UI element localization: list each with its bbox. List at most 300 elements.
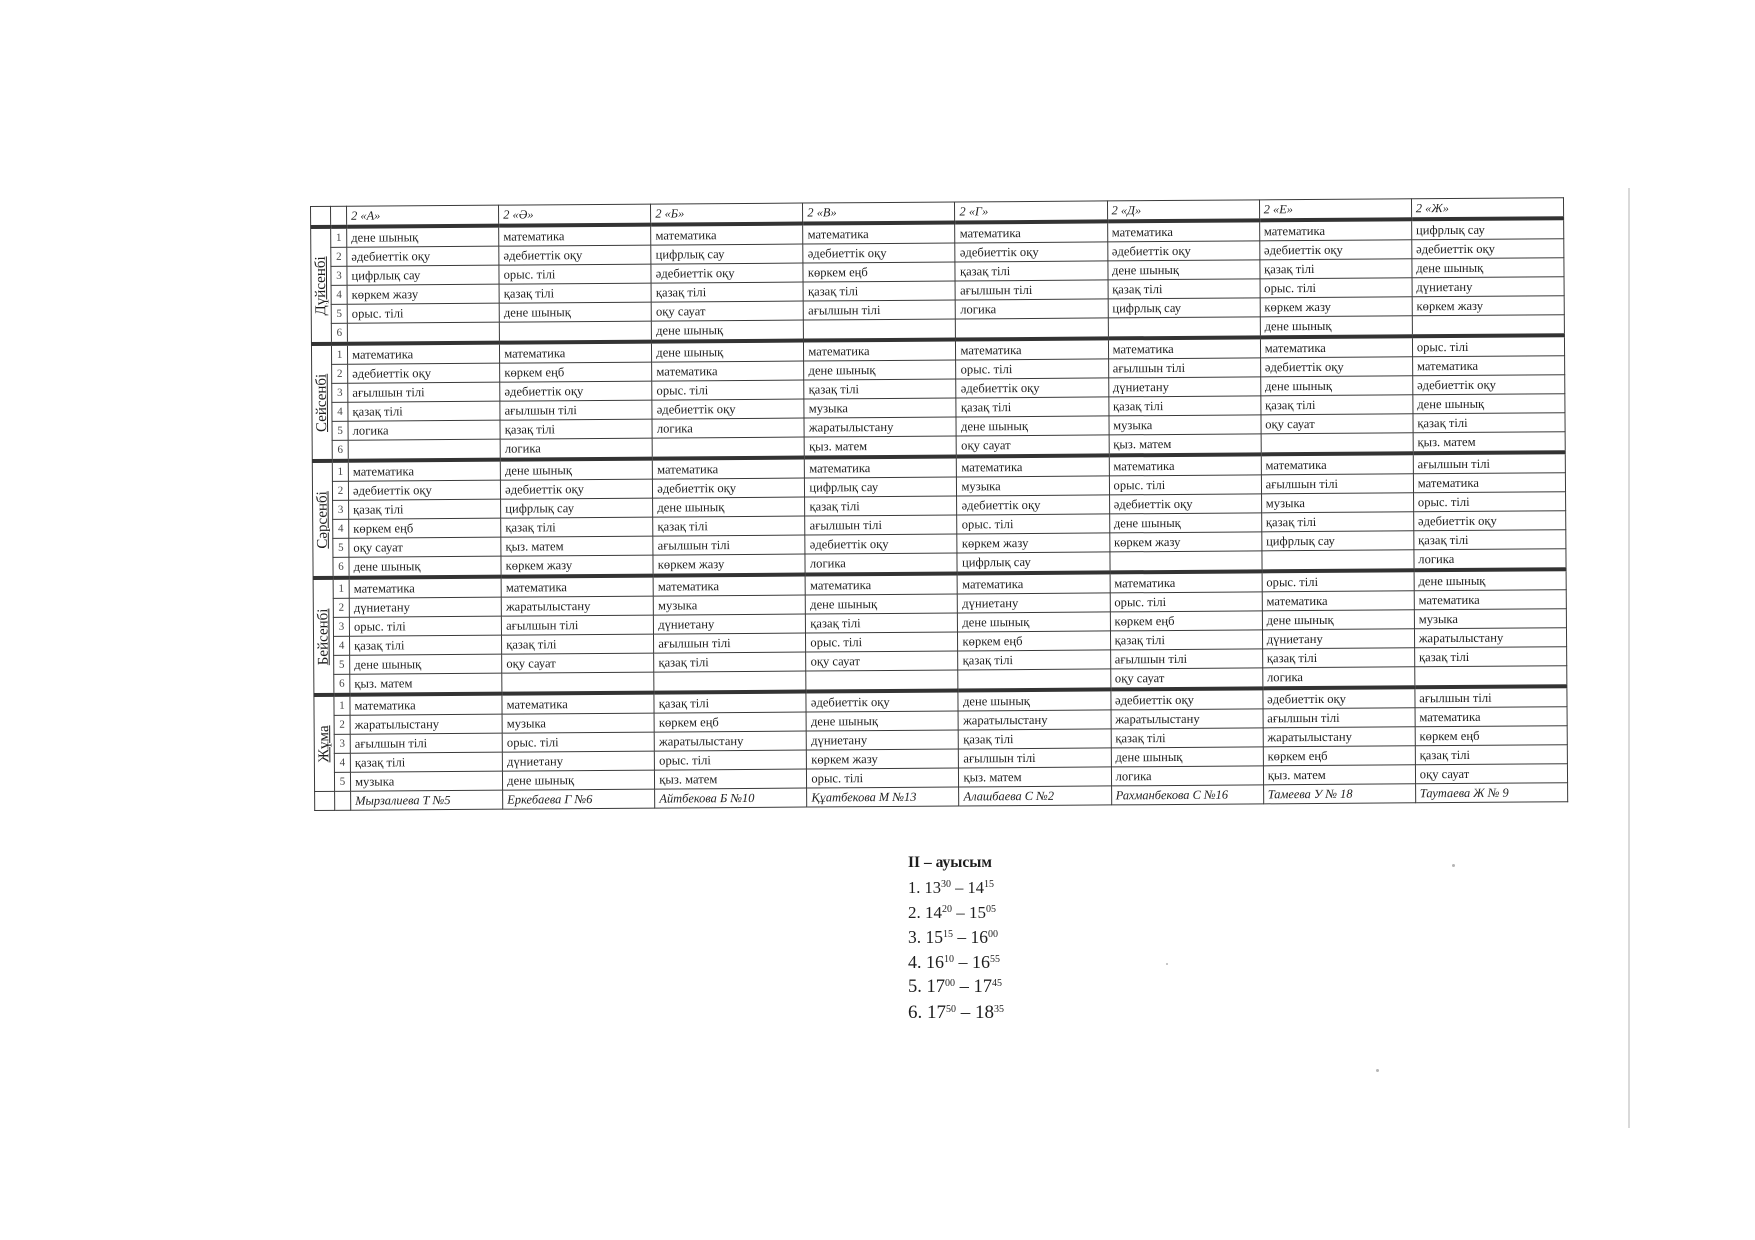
subject-cell: дене шынық	[804, 360, 956, 380]
subject-cell: қазақ тілі	[1108, 279, 1260, 299]
subject-cell: әдебиеттік оқу	[956, 378, 1108, 398]
day-label: Жұма	[315, 725, 332, 763]
subject-cell: ағылшын тілі	[1415, 686, 1567, 708]
subject-cell	[1415, 666, 1567, 688]
subject-cell: оқу сауат	[957, 435, 1109, 457]
subject-cell: қазақ тілі	[1261, 512, 1413, 532]
subject-cell: дене шынық	[653, 497, 805, 517]
end-minute: 15	[984, 879, 994, 890]
subject-cell: қазақ тілі	[806, 613, 958, 633]
time-slot: 3. $15^{15} - 16^{00}$	[908, 927, 998, 947]
end-hour: 16	[970, 927, 988, 947]
day-label-cell	[313, 578, 334, 695]
end-minute: 35	[994, 1004, 1004, 1015]
lesson-number: 4	[332, 402, 348, 421]
start-hour: 15	[925, 927, 943, 947]
subject-cell: орыс. тілі	[349, 616, 501, 636]
subject-cell: орыс. тілі	[957, 514, 1109, 534]
subject-cell	[1109, 551, 1261, 573]
subject-cell: математика	[500, 342, 652, 364]
class-header: 2 «Ә»	[499, 204, 651, 226]
lesson-number: 1	[334, 695, 350, 716]
shift-title: II – ауысым	[908, 854, 992, 871]
subject-cell: қазақ тілі	[959, 729, 1111, 749]
subject-cell	[1108, 317, 1260, 339]
subject-cell: дене шынық	[1413, 394, 1565, 414]
subject-cell: қыз. матем	[959, 767, 1111, 787]
subject-cell: математика	[1262, 591, 1414, 611]
teacher-name: Мырзалиева Т №5	[351, 790, 503, 810]
subject-cell: қазақ тілі	[958, 650, 1110, 670]
subject-cell: қазақ тілі	[804, 379, 956, 399]
schedule-body	[311, 198, 1568, 811]
subject-cell	[652, 437, 804, 459]
subject-cell: музыка	[804, 398, 956, 418]
subject-cell: әдебиеттік оқу	[651, 263, 803, 283]
subject-cell: ағылшын тілі	[500, 400, 652, 420]
end-hour: 16	[972, 952, 990, 972]
scan-speck	[1166, 963, 1168, 965]
subject-cell	[347, 322, 499, 344]
teacher-name: Еркебаева Г №6	[503, 789, 655, 809]
subject-cell: логика	[652, 418, 804, 438]
subject-cell: ағылшын тілі	[804, 300, 956, 320]
subject-cell	[348, 439, 500, 461]
subject-cell: ағылшын тілі	[1261, 474, 1413, 494]
subject-cell: математика	[955, 221, 1107, 243]
subject-cell: әдебиеттік оқу	[652, 399, 804, 419]
subject-cell: қыз. матем	[350, 673, 502, 695]
subject-cell: дене шынық	[958, 689, 1110, 711]
empty-cell	[335, 791, 351, 810]
subject-cell: әдебиеттік оқу	[1259, 240, 1411, 260]
lesson-number: 4	[331, 285, 347, 304]
subject-cell: әдебиеттік оқу	[348, 480, 500, 500]
subject-cell: әдебиеттік оқу	[1109, 494, 1261, 514]
teacher-name: Айтбекова Б №10	[655, 788, 807, 808]
subject-cell: қазақ тілі	[955, 261, 1107, 281]
lesson-number: 3	[334, 734, 350, 753]
day-label-cell	[311, 344, 332, 461]
subject-cell: әдебиеттік оқу	[1260, 357, 1412, 377]
subject-cell: математика	[502, 693, 654, 715]
subject-cell: қазақ тілі	[499, 283, 651, 303]
lesson-number: 2	[332, 481, 348, 500]
subject-cell: дүниетану	[654, 614, 806, 634]
subject-cell: орыс. тілі	[1262, 570, 1414, 592]
subject-cell: әдебиеттік оқу	[500, 381, 652, 401]
subject-cell: ағылшын тілі	[1413, 452, 1565, 474]
start-hour: 13	[924, 878, 941, 897]
subject-cell: математика	[805, 573, 957, 595]
subject-cell: қазақ тілі	[803, 281, 955, 301]
subject-cell: дене шынық	[956, 416, 1108, 436]
subject-cell: әдебиеттік оқу	[348, 363, 500, 383]
subject-cell: дене шынық	[1109, 513, 1261, 533]
subject-cell: қазақ тілі	[1415, 745, 1567, 765]
bell-schedule	[908, 850, 1068, 1025]
subject-cell: жаратылыстану	[350, 714, 502, 734]
subject-cell: дене шынық	[500, 459, 652, 481]
end-hour: 14	[967, 878, 984, 897]
subject-cell: цифрлық сау	[347, 265, 499, 285]
subject-cell: дене шынық	[349, 556, 501, 578]
subject-cell: көркем жазу	[957, 533, 1109, 553]
subject-cell: оқу сауат	[1110, 668, 1262, 690]
subject-cell: дене шынық	[503, 770, 655, 790]
subject-cell: математика	[804, 339, 956, 361]
subject-cell: музыка	[1414, 609, 1566, 629]
subject-cell: ағылшын тілі	[1110, 649, 1262, 669]
subject-cell: орыс. тілі	[956, 359, 1108, 379]
subject-cell: математика	[1108, 337, 1260, 359]
subject-cell: математика	[347, 343, 499, 365]
day-label: Бейсенбі	[314, 608, 332, 665]
subject-cell: көркем жазу	[653, 554, 805, 576]
subject-cell: қыз. матем	[804, 436, 956, 458]
subject-cell: қазақ тілі	[348, 401, 500, 421]
teacher-name: Рахманбекова С №16	[1111, 785, 1263, 805]
subject-cell: орыс. тілі	[502, 732, 654, 752]
subject-cell: логика	[1262, 667, 1414, 689]
subject-cell: математика	[1109, 454, 1261, 476]
start-hour: 17	[927, 1002, 946, 1023]
subject-cell: дене шынық	[1414, 569, 1566, 591]
subject-cell: ағылшын тілі	[955, 280, 1107, 300]
subject-cell: әдебиеттік оқу	[1412, 375, 1564, 395]
subject-cell: дүниетану	[1262, 629, 1414, 649]
schedule-table	[310, 197, 1568, 811]
subject-cell: логика	[348, 420, 500, 440]
subject-cell: математика	[652, 361, 804, 381]
teacher-name: Тамеева У № 18	[1263, 784, 1415, 804]
subject-cell: қазақ тілі	[349, 499, 501, 519]
subject-cell: музыка	[957, 476, 1109, 496]
lesson-number: 4	[334, 753, 350, 772]
subject-cell: логика	[956, 299, 1108, 319]
subject-cell: қазақ тілі	[651, 282, 803, 302]
subject-cell: дүниетану	[958, 593, 1110, 613]
subject-cell: әдебиеттік оқу	[499, 245, 651, 265]
end-hour: 15	[969, 903, 986, 922]
subject-cell: көркем еңб	[803, 262, 955, 282]
end-hour: 18	[975, 1002, 994, 1023]
scan-edge-line	[1628, 188, 1630, 1128]
lesson-number: 2	[334, 715, 350, 734]
subject-cell: цифрлық сау	[1108, 298, 1260, 318]
subject-cell	[1262, 550, 1414, 572]
subject-cell: дене шынық	[806, 711, 958, 731]
subject-cell: қазақ тілі	[653, 516, 805, 536]
subject-cell: қыз. матем	[1109, 434, 1261, 456]
subject-cell: әдебиеттік оқу	[1412, 239, 1564, 259]
time-slot: 1. $13^{30} - 14^{15}$	[908, 878, 994, 897]
subject-cell: қазақ тілі	[654, 692, 806, 714]
subject-cell: дене шынық	[1412, 258, 1564, 278]
class-header: 2 «Ж»	[1411, 198, 1563, 220]
teacher-name: Құатбекова М №13	[807, 787, 959, 807]
subject-cell: қазақ тілі	[501, 517, 653, 537]
slot-number: 2.	[908, 903, 921, 922]
subject-cell: қыз. матем	[1263, 765, 1415, 785]
subject-cell: қазақ тілі	[1111, 728, 1263, 748]
subject-cell: музыка	[653, 595, 805, 615]
subject-cell: қазақ тілі	[502, 634, 654, 654]
subject-cell: математика	[957, 455, 1109, 477]
class-header: 2 «В»	[803, 202, 955, 224]
start-hour: 16	[926, 952, 944, 972]
start-minute: 30	[941, 879, 951, 890]
subject-cell: орыс. тілі	[807, 768, 959, 788]
subject-cell: математика	[1412, 356, 1564, 376]
time-slot: 5. $17^{00} - 17^{45}$	[908, 977, 1002, 997]
slot-number: 6.	[908, 1002, 923, 1023]
subject-cell: математика	[803, 222, 955, 244]
start-minute: 10	[944, 954, 954, 965]
scan-speck	[1376, 1069, 1379, 1072]
start-minute: 50	[946, 1004, 956, 1015]
subject-cell: қазақ тілі	[1260, 259, 1412, 279]
subject-cell	[502, 672, 654, 694]
subject-cell: математика	[653, 575, 805, 597]
subject-cell: ағылшын тілі	[653, 535, 805, 555]
subject-cell: дүниетану	[807, 730, 959, 750]
subject-cell: қыз. матем	[655, 769, 807, 789]
day-label-cell	[311, 227, 332, 344]
slot-number: 4.	[908, 952, 922, 972]
class-header: 2 «Е»	[1259, 199, 1411, 221]
slot-number: 5.	[908, 977, 922, 997]
subject-cell: математика	[958, 572, 1110, 594]
lesson-number: 1	[331, 227, 347, 248]
subject-cell: логика	[1414, 549, 1566, 571]
subject-cell: көркем еңб	[1110, 611, 1262, 631]
teacher-name: Алашбаева С №2	[959, 786, 1111, 806]
subject-cell: математика	[501, 576, 653, 598]
end-hour: 17	[973, 977, 992, 997]
lesson-number: 1	[333, 578, 349, 599]
subject-cell: әдебиеттік оқу	[1263, 687, 1415, 709]
subject-cell	[806, 670, 958, 692]
end-minute: 45	[992, 978, 1002, 989]
subject-cell: қазақ тілі	[1414, 530, 1566, 550]
subject-cell: цифрлық сау	[957, 552, 1109, 574]
subject-cell: қазақ тілі	[1413, 413, 1565, 433]
subject-cell: орыс. тілі	[499, 264, 651, 284]
lesson-number: 3	[333, 617, 349, 636]
subject-cell: дене шынық	[1111, 747, 1263, 767]
subject-cell	[804, 319, 956, 341]
subject-cell: жаратылыстану	[1414, 628, 1566, 648]
subject-cell: дүниетану	[349, 597, 501, 617]
subject-cell: дене шынық	[1260, 376, 1412, 396]
subject-cell: математика	[651, 224, 803, 246]
subject-cell: оқу сауат	[651, 301, 803, 321]
subject-cell	[654, 671, 806, 693]
corner-cell	[331, 206, 347, 227]
subject-cell: математика	[1260, 336, 1412, 358]
lesson-number: 5	[334, 772, 350, 791]
subject-cell: көркем еңб	[958, 631, 1110, 651]
subject-cell: жаратылыстану	[1263, 727, 1415, 747]
subject-cell: көркем жазу	[1412, 296, 1564, 316]
subject-cell: жаратылыстану	[654, 731, 806, 751]
subject-cell: көркем еңб	[1415, 726, 1567, 746]
subject-cell: логика	[500, 438, 652, 460]
lesson-number: 3	[333, 500, 349, 519]
subject-cell: қазақ тілі	[1108, 396, 1260, 416]
start-minute: 00	[945, 978, 955, 989]
teacher-name: Таутаева Ж № 9	[1415, 783, 1567, 803]
start-hour: 17	[926, 977, 945, 997]
day-label-cell	[314, 695, 335, 792]
end-minute: 00	[988, 929, 998, 940]
time-slot: 2. $14^{20} - 15^{05}$	[908, 903, 996, 922]
subject-cell: ағылшын тілі	[654, 633, 806, 653]
subject-cell: математика	[350, 694, 502, 716]
lesson-number: 6	[332, 440, 348, 461]
subject-cell	[956, 318, 1108, 340]
subject-cell: ағылшын тілі	[350, 733, 502, 753]
subject-cell: дене шынық	[1260, 316, 1412, 338]
subject-cell: қазақ тілі	[350, 635, 502, 655]
end-minute: 55	[990, 954, 1000, 965]
subject-cell: көркем жазу	[1260, 297, 1412, 317]
slot-number: 1.	[908, 878, 921, 897]
subject-cell: дене шынық	[958, 612, 1110, 632]
subject-cell: қыз. матем	[1413, 432, 1565, 454]
subject-cell: цифрлық сау	[1411, 218, 1563, 240]
subject-cell: ағылшын тілі	[501, 615, 653, 635]
subject-cell: дене шынық	[652, 320, 804, 342]
subject-cell: жаратылыстану	[958, 710, 1110, 730]
subject-cell: орыс. тілі	[655, 750, 807, 770]
subject-cell: көркем жазу	[807, 749, 959, 769]
class-header: 2 «Г»	[955, 201, 1107, 223]
start-minute: 20	[942, 904, 952, 915]
subject-cell: ағылшын тілі	[1108, 358, 1260, 378]
subject-cell: қазақ тілі	[350, 752, 502, 772]
subject-cell	[958, 669, 1110, 691]
subject-cell: көркем жазу	[501, 555, 653, 577]
lesson-number: 5	[331, 304, 347, 323]
subject-cell: орыс. тілі	[1413, 492, 1565, 512]
subject-cell: әдебиеттік оқу	[1110, 688, 1262, 710]
subject-cell: математика	[1261, 453, 1413, 475]
subject-cell: дүниетану	[502, 751, 654, 771]
subject-cell: цифрлық сау	[1261, 531, 1413, 551]
subject-cell: орыс. тілі	[806, 632, 958, 652]
subject-cell: қазақ тілі	[1261, 395, 1413, 415]
subject-cell: дене шынық	[806, 594, 958, 614]
lesson-number: 1	[331, 344, 347, 365]
subject-cell: математика	[1107, 220, 1259, 242]
subject-cell: музыка	[502, 713, 654, 733]
subject-cell: әдебиеттік оқу	[805, 534, 957, 554]
subject-cell: ағылшын тілі	[1263, 708, 1415, 728]
subject-cell: оқу сауат	[349, 537, 501, 557]
subject-cell: орыс. тілі	[1260, 278, 1412, 298]
subject-cell: қазақ тілі	[805, 496, 957, 516]
time-slot: 6. $17^{50} - 18^{35}$	[908, 1002, 1004, 1023]
subject-cell: оқу сауат	[502, 653, 654, 673]
subject-cell: цифрлық сау	[805, 477, 957, 497]
subject-cell: дене шынық	[350, 654, 502, 674]
subject-cell: орыс. тілі	[1412, 335, 1564, 357]
subject-cell: дене шынық	[1262, 610, 1414, 630]
subject-cell: математика	[1110, 571, 1262, 593]
class-header: 2 «А»	[347, 205, 499, 227]
class-header: 2 «Д»	[1107, 200, 1259, 222]
subject-cell	[1261, 433, 1413, 455]
start-minute: 15	[943, 929, 953, 940]
subject-cell: жаратылыстану	[804, 417, 956, 437]
subject-cell: көркем жазу	[347, 284, 499, 304]
lesson-number: 2	[333, 598, 349, 617]
subject-cell: әдебиеттік оқу	[653, 478, 805, 498]
lesson-number: 6	[331, 323, 347, 344]
subject-cell: әдебиеттік оқу	[803, 243, 955, 263]
subject-cell: орыс. тілі	[1110, 592, 1262, 612]
subject-cell: математика	[348, 460, 500, 482]
subject-cell: ағылшын тілі	[348, 382, 500, 402]
subject-cell: математика	[499, 225, 651, 247]
lesson-number: 1	[332, 461, 348, 482]
start-hour: 14	[925, 903, 942, 922]
lesson-number: 3	[332, 383, 348, 402]
subject-cell: математика	[349, 577, 501, 599]
subject-cell: қазақ тілі	[1414, 647, 1566, 667]
subject-cell: математика	[1413, 473, 1565, 493]
subject-cell: математика	[1414, 590, 1566, 610]
corner-cell	[311, 206, 331, 227]
subject-cell: әдебиеттік оқу	[957, 495, 1109, 515]
subject-cell: қазақ тілі	[500, 419, 652, 439]
subject-cell: цифрлық сау	[501, 498, 653, 518]
subject-cell: әдебиеттік оқу	[347, 246, 499, 266]
subject-cell: әдебиеттік оқу	[1413, 511, 1565, 531]
subject-cell: логика	[1111, 766, 1263, 786]
subject-cell: дене шынық	[652, 341, 804, 363]
subject-cell: музыка	[1261, 493, 1413, 513]
subject-cell: қазақ тілі	[1110, 630, 1262, 650]
subject-cell: дене шынық	[499, 302, 651, 322]
day-label: Сәрсенбі	[313, 490, 331, 549]
subject-cell: орыс. тілі	[652, 380, 804, 400]
class-header: 2 «Б»	[651, 203, 803, 225]
lesson-number: 2	[332, 364, 348, 383]
subject-cell: көркем еңб	[349, 518, 501, 538]
subject-cell: дүниетану	[1108, 377, 1260, 397]
empty-cell	[315, 791, 335, 810]
day-label: Сейсенбі	[313, 373, 330, 432]
subject-cell	[499, 321, 651, 343]
lesson-number: 4	[334, 636, 350, 655]
subject-cell: көркем жазу	[1109, 532, 1261, 552]
lesson-number: 3	[331, 266, 347, 285]
subject-cell: жаратылыстану	[1111, 709, 1263, 729]
subject-cell: логика	[805, 553, 957, 575]
subject-cell: қазақ тілі	[1262, 648, 1414, 668]
subject-cell: оқу сауат	[806, 651, 958, 671]
day-label-cell	[312, 461, 333, 578]
subject-cell: орыс. тілі	[347, 303, 499, 323]
lesson-number: 5	[332, 421, 348, 440]
lesson-number: 6	[334, 674, 350, 695]
lesson-number: 5	[334, 655, 350, 674]
subject-cell: әдебиеттік оқу	[806, 690, 958, 712]
subject-cell: әдебиеттік оқу	[1107, 241, 1259, 261]
